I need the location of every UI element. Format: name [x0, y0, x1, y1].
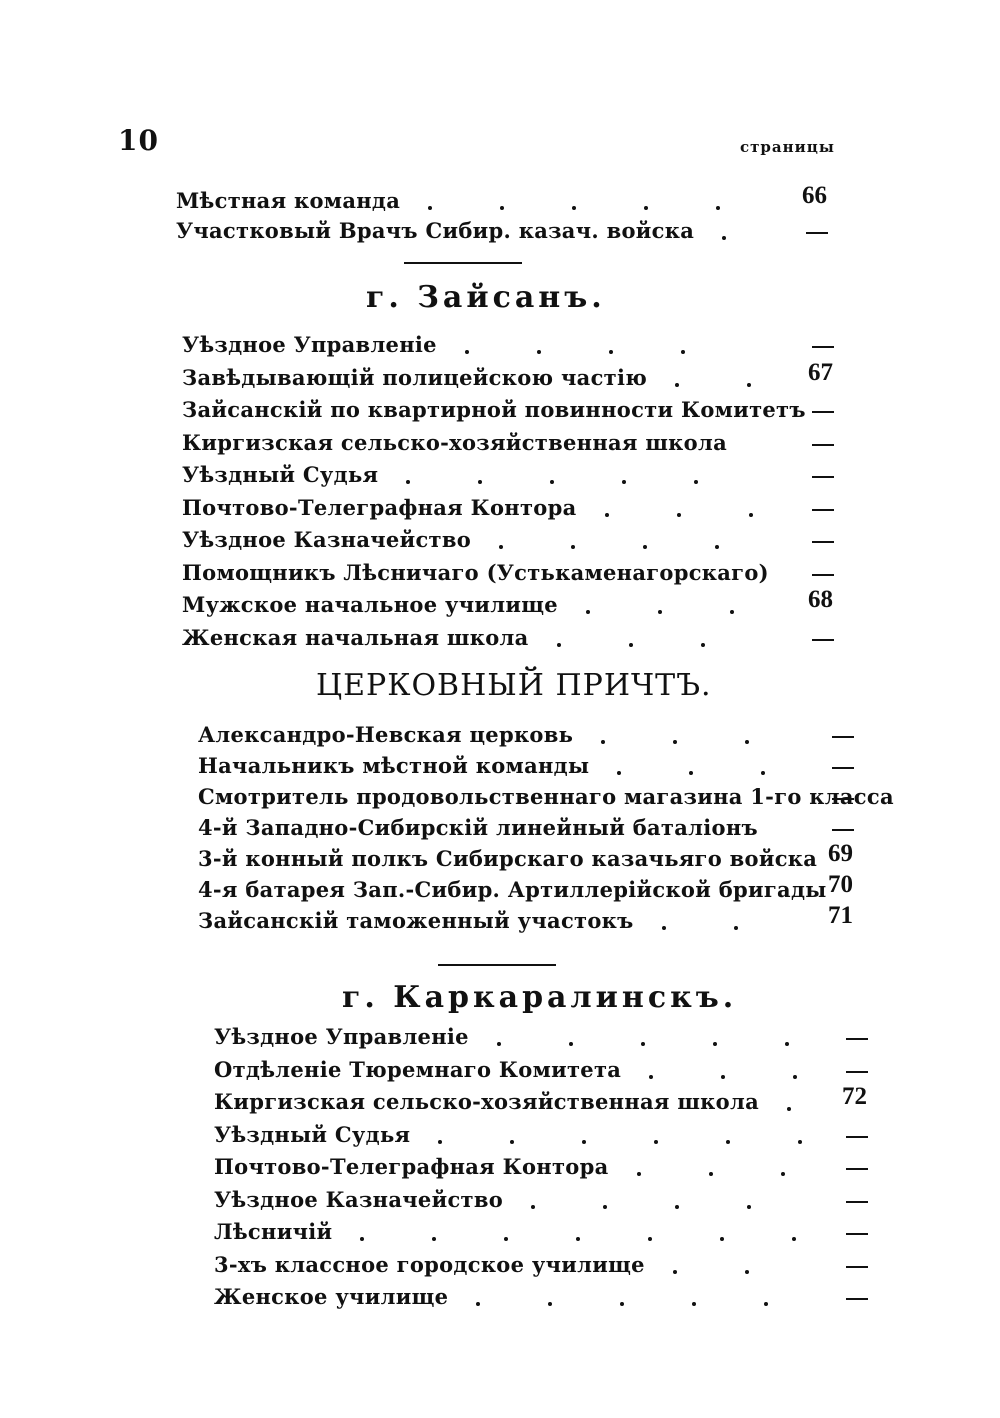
toc-entry	[214, 1252, 886, 1284]
page-dash	[846, 1201, 868, 1203]
page-dash	[812, 541, 834, 543]
leader-dot	[510, 1140, 514, 1144]
leader-dot	[531, 1205, 535, 1209]
leader-dot	[745, 1270, 749, 1274]
leader-dot	[476, 1302, 480, 1306]
page-dash	[846, 1298, 868, 1300]
toc-entry-title: 3-хъ классное городское училище	[214, 1251, 645, 1277]
toc-entry	[182, 332, 852, 364]
leader-dot	[709, 1172, 713, 1176]
page-ref: 70	[828, 871, 853, 898]
toc-entry	[182, 560, 852, 592]
toc-entry-title: Помощникъ Лѣсничаго (Устькаменагорскаго)	[182, 559, 769, 585]
toc-entry-title: Завѣдывающій полицейскою частію	[182, 364, 648, 390]
toc-entry-title: Почтово-Телеграфная Контора	[214, 1154, 609, 1179]
toc-entry	[176, 218, 846, 250]
toc-entry-title: Участковый Врачъ Сибир. казач. войска	[176, 218, 695, 243]
page-ref: 67	[808, 358, 833, 386]
toc-entry	[198, 784, 894, 816]
leader-dot	[603, 1205, 607, 1209]
leader-dot	[629, 643, 633, 647]
leader-dot	[722, 236, 726, 240]
leader-dot	[499, 545, 503, 549]
toc-entry	[214, 1024, 886, 1056]
page-dash	[846, 1168, 868, 1170]
toc-entry	[214, 1284, 886, 1316]
leader-dot	[550, 480, 554, 484]
page-dash	[846, 1071, 868, 1073]
toc-entry-title: Уѣздный Судья	[214, 1121, 411, 1147]
leader-dot	[726, 1140, 730, 1144]
page-dash	[832, 767, 854, 769]
toc-entry	[176, 182, 846, 220]
leader-dot	[428, 206, 432, 210]
toc-entry-title: Женское училище	[214, 1284, 449, 1309]
page-dash	[846, 1233, 868, 1235]
leader-dot	[432, 1237, 436, 1241]
toc-entry-title: Зайсанскій таможенный участокъ	[198, 908, 634, 933]
leader-dot	[605, 513, 609, 517]
leader-dot	[673, 1270, 677, 1274]
leader-dot	[681, 350, 685, 354]
leader-dot	[798, 1140, 802, 1144]
leader-dot	[749, 513, 753, 517]
page-ref: 68	[808, 586, 833, 613]
toc-entry-title: Смотритель продовольственнаго магазина 1-го класса	[198, 784, 894, 809]
toc-entry	[182, 397, 852, 429]
leader-dot	[586, 610, 590, 614]
leader-dot	[572, 206, 576, 210]
toc-entry	[198, 753, 872, 785]
section-heading: г. Зайсанъ.	[366, 280, 606, 315]
leader-dot	[692, 1302, 696, 1306]
leader-dot	[620, 1302, 624, 1306]
page-dash	[812, 476, 834, 478]
toc-entry-title: Зайсанскій по квартирной повинности Комитетъ	[182, 397, 806, 422]
toc-entry-title: Александро-Невская церковь	[198, 722, 574, 747]
toc-entry	[198, 871, 872, 909]
leader-dot	[576, 1237, 580, 1241]
leader-dot	[713, 1042, 717, 1046]
toc-entry	[182, 495, 852, 527]
leader-dot	[557, 643, 561, 647]
toc-entry-title: Мужское начальное училище	[182, 592, 558, 617]
page-dash	[812, 346, 834, 348]
leader-dot	[438, 1140, 442, 1144]
leader-dot	[721, 1075, 725, 1079]
page-dash	[812, 509, 834, 511]
page-ref: 72	[842, 1083, 867, 1110]
leader-dot	[609, 350, 613, 354]
leader-dot	[641, 1042, 645, 1046]
leader-dot	[500, 206, 504, 210]
leader-dot	[764, 1302, 768, 1306]
toc-entry	[198, 722, 872, 754]
leader-dot	[689, 771, 693, 775]
leader-dot	[654, 1140, 658, 1144]
leader-dot	[648, 1237, 652, 1241]
toc-entry	[214, 1057, 886, 1089]
toc-entry	[198, 902, 872, 940]
toc-entry	[198, 815, 872, 847]
page-dash	[832, 798, 854, 800]
toc-entry	[198, 840, 872, 878]
leader-dot	[673, 740, 677, 744]
toc-entry-title: Почтово-Телеграфная Контора	[182, 494, 577, 520]
leader-dot	[730, 610, 734, 614]
toc-entry-title: Начальникъ мѣстной команды	[198, 753, 590, 778]
leader-dot	[761, 771, 765, 775]
page-dash	[812, 639, 834, 641]
pages-column-header: страницы	[740, 138, 835, 156]
leader-dot	[617, 771, 621, 775]
toc-entry	[182, 462, 852, 494]
page-dash	[812, 444, 834, 446]
page-dash	[806, 232, 828, 234]
page-dash	[812, 411, 834, 413]
section-divider	[404, 262, 522, 264]
toc-entry	[182, 527, 852, 559]
leader-dot	[662, 926, 666, 930]
toc-entry-title: Уѣздный Судья	[182, 462, 379, 487]
leader-dot	[747, 383, 751, 387]
page-ref: 71	[828, 902, 853, 929]
leader-dot	[569, 1042, 573, 1046]
leader-dot	[787, 1107, 791, 1111]
leader-dot	[745, 740, 749, 744]
section-heading: г. Каркаралинскъ.	[342, 980, 738, 1015]
leader-dot	[785, 1042, 789, 1046]
page-number: 10	[118, 124, 159, 157]
leader-dot	[497, 1042, 501, 1046]
toc-entry	[214, 1083, 886, 1121]
leader-dot	[582, 1140, 586, 1144]
toc-entry	[182, 625, 852, 657]
page-dash	[832, 736, 854, 738]
toc-entry-title: 3-й конный полкъ Сибирскаго казачьяго войска	[198, 846, 818, 871]
leader-dot	[601, 740, 605, 744]
leader-dot	[548, 1302, 552, 1306]
toc-entry	[182, 586, 852, 624]
page-dash	[832, 829, 854, 831]
leader-dot	[747, 1205, 751, 1209]
section-divider	[438, 964, 556, 966]
toc-entry-title: Киргизская сельско-хозяйственная школа	[214, 1089, 759, 1114]
leader-dot	[720, 1237, 724, 1241]
toc-entry-title: Уѣздное Казначейство	[214, 1186, 504, 1212]
page-dash	[846, 1136, 868, 1138]
leader-dot	[465, 350, 469, 354]
leader-dot	[406, 480, 410, 484]
page-dash	[846, 1038, 868, 1040]
page-dash	[846, 1266, 868, 1268]
leader-dot	[637, 1172, 641, 1176]
leader-dot	[644, 206, 648, 210]
toc-entry-title: Отдѣленіе Тюремнаго Комитета	[214, 1056, 622, 1082]
leader-dot	[793, 1075, 797, 1079]
leader-dot	[649, 1075, 653, 1079]
toc-entry-title: Киргизская сельско-хозяйственная школа	[182, 429, 727, 455]
leader-dot	[694, 480, 698, 484]
leader-dot	[504, 1237, 508, 1241]
leader-dot	[478, 480, 482, 484]
page-dash	[812, 574, 834, 576]
page-ref: 69	[828, 840, 853, 867]
leader-dot	[734, 926, 738, 930]
page-ref: 66	[802, 182, 827, 209]
toc-entry-title: 4-я батарея Зап.-Сибир. Артиллерійской бригады	[198, 877, 827, 902]
leader-dot	[658, 610, 662, 614]
toc-entry-title: Женская начальная школа	[182, 624, 529, 650]
toc-entry	[214, 1122, 886, 1154]
toc-entry	[182, 358, 852, 397]
toc-entry-title: 4-й Западно-Сибирскій линейный баталіонъ	[198, 815, 758, 840]
leader-dot	[715, 545, 719, 549]
leader-dot	[677, 513, 681, 517]
toc-entry	[182, 430, 852, 462]
toc-entry-title: Мѣстная команда	[176, 188, 401, 213]
leader-dot	[643, 545, 647, 549]
leader-dot	[675, 383, 679, 387]
leader-dot	[792, 1237, 796, 1241]
leader-dot	[701, 643, 705, 647]
section-heading: ЦЕРКОВНЫЙ ПРИЧТЪ.	[316, 668, 712, 703]
leader-dot	[781, 1172, 785, 1176]
leader-dot	[537, 350, 541, 354]
toc-entry	[214, 1154, 886, 1186]
toc-entry-title: Уѣздное Управленіе	[214, 1024, 469, 1049]
leader-dot	[622, 480, 626, 484]
leader-dot	[675, 1205, 679, 1209]
toc-entry-title: Уѣздное Управленіе	[182, 332, 437, 357]
toc-entry	[214, 1219, 886, 1251]
leader-dot	[716, 206, 720, 210]
toc-entry	[214, 1187, 886, 1219]
leader-dot	[360, 1237, 364, 1241]
toc-entry-title: Уѣздное Казначейство	[182, 527, 472, 552]
toc-entry-title: Лѣсничій	[214, 1219, 333, 1244]
leader-dot	[571, 545, 575, 549]
